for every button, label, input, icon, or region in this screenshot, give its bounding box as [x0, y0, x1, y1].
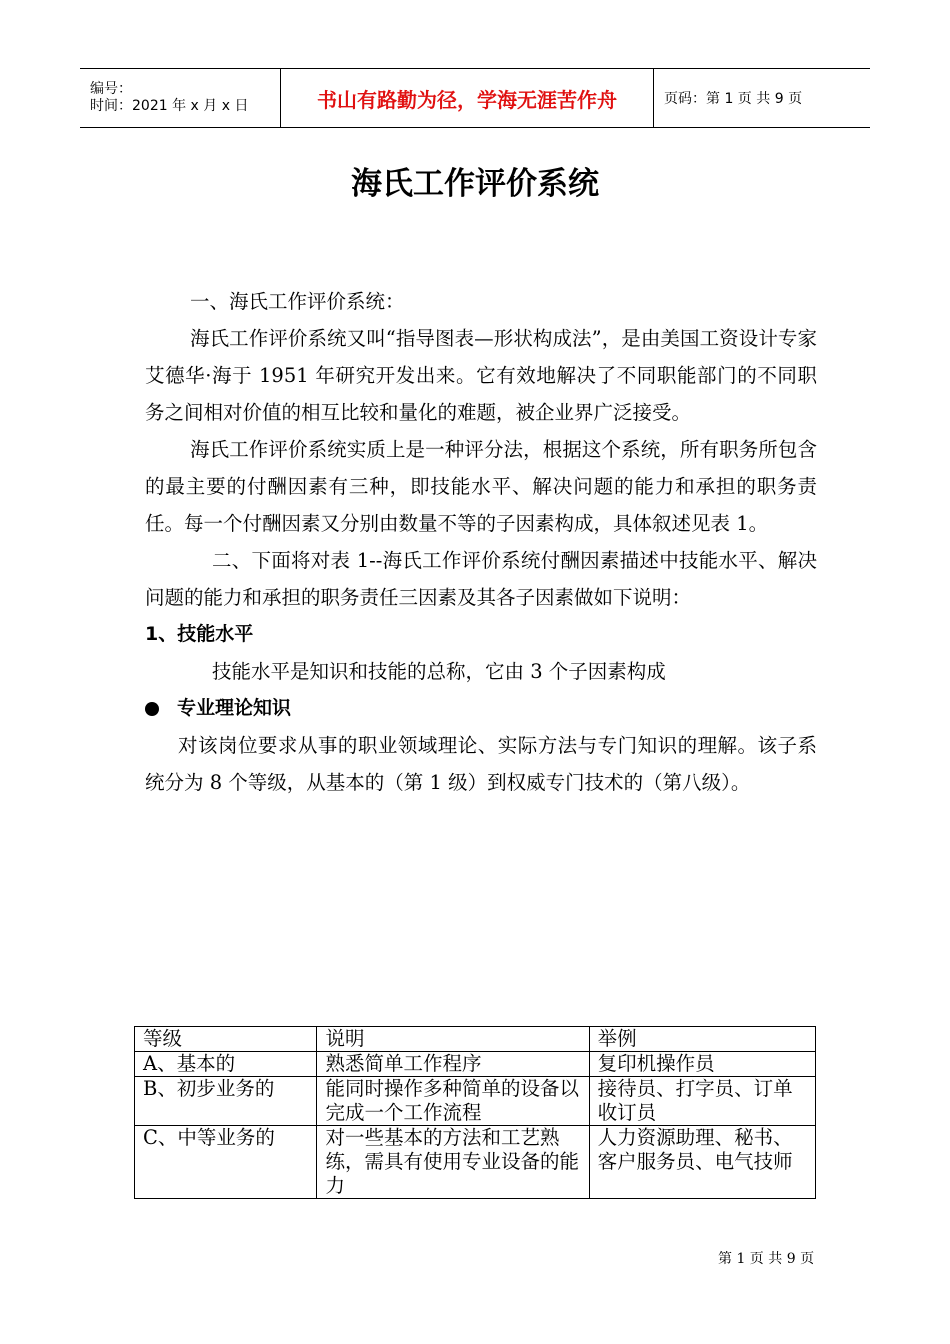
page-info-text: 页码：第 1 页 共 9 页 [664, 91, 803, 107]
section-heading-2: 二、下面将对表 1--海氏工作评价系统付酬因素描述中技能水平、解决问题的能力和承担的职务责任三因素及其各子因素做如下说明： [145, 549, 817, 609]
header-motto [281, 69, 654, 127]
table-row [135, 1052, 816, 1077]
table-cell: 复印机操作员 [589, 1052, 815, 1077]
document-body [145, 283, 817, 801]
grade-table [134, 1026, 816, 1199]
bullet-dot-icon [145, 702, 159, 716]
table-cell: C、中等业务的 [135, 1126, 317, 1199]
bullet-label: 专业理论知识 [177, 697, 292, 719]
table-cell: 接待员、打字员、订单收订员 [589, 1077, 815, 1126]
table-header-cell: 举例 [589, 1027, 815, 1052]
code-label: 编号： [90, 81, 132, 97]
table-header-cell: 说明 [317, 1027, 589, 1052]
time-label: 时间：2021 年 x 月 x 日 [90, 98, 249, 114]
header-meta [80, 69, 281, 127]
table-cell: A、基本的 [135, 1052, 317, 1077]
paragraph-skill: 技能水平是知识和技能的总称，它由 3 个子因素构成 [212, 660, 666, 683]
table-cell: 熟悉简单工作程序 [317, 1052, 589, 1077]
motto-text: 书山有路勤为径，学海无涯苦作舟 [317, 87, 617, 112]
page-footer: 第 1 页 共 9 页 [718, 1251, 815, 1267]
table-row [135, 1077, 816, 1126]
paragraph-factors: 海氏工作评价系统实质上是一种评分法，根据这个系统，所有职务所包含的最主要的付酬因素有三种，即技能水平、解决问题的能力和承担的职务责任。每一个付酬因素又分别由数量不等的子因素构成，具体叙述见表 1。 [145, 438, 817, 535]
document-title: 海氏工作评价系统 [351, 166, 599, 202]
table-row [135, 1126, 816, 1199]
table-header-cell: 等级 [135, 1027, 317, 1052]
bullet-professional-knowledge [145, 690, 817, 727]
page-header [80, 68, 870, 128]
header-page-info [654, 69, 870, 127]
table-header-row [135, 1027, 816, 1052]
subheading-skill-level: 1、技能水平 [145, 623, 254, 645]
section-heading-1: 一、海氏工作评价系统： [190, 290, 405, 313]
paragraph-knowledge: 对该岗位要求从事的职业领域理论、实际方法与专门知识的理解。该子系统分为 8 个等级，从基本的（第 1 级）到权威专门技术的（第八级）。 [145, 734, 817, 794]
table-cell: 人力资源助理、秘书、客户服务员、电气技师 [589, 1126, 815, 1199]
table-cell: 能同时操作多种简单的设备以完成一个工作流程 [317, 1077, 589, 1126]
table-cell: B、初步业务的 [135, 1077, 317, 1126]
paragraph-intro: 海氏工作评价系统又叫“指导图表—形状构成法”，是由美国工资设计专家艾德华·海于 1951 年研究开发出来。它有效地解决了不同职能部门的不同职务之间相对价值的相互比较和量化的难题，被企业界广泛接受。 [145, 327, 817, 424]
table-cell: 对一些基本的方法和工艺熟练，需具有使用专业设备的能力 [317, 1126, 589, 1199]
